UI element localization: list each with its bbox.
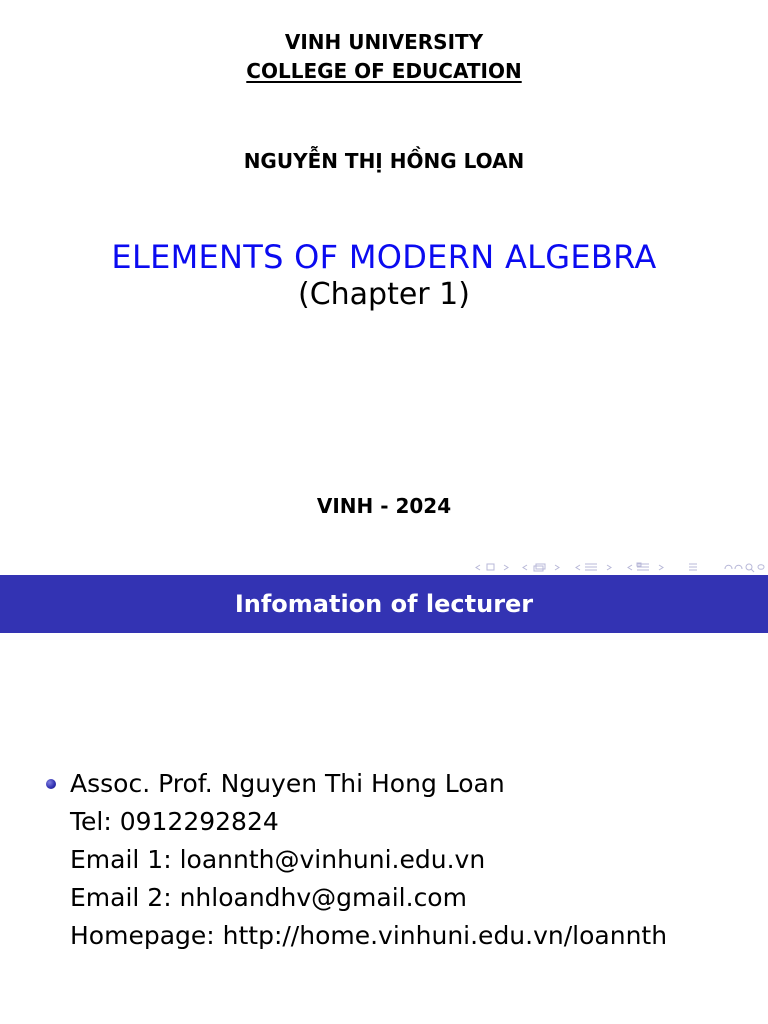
nav-forward-icon[interactable] [735,565,742,569]
lecturer-tel: Tel: 0912292824 [70,807,279,836]
nav-prev-section-icon[interactable] [576,565,580,570]
nav-next-frame-icon[interactable] [504,565,508,570]
nav-next-section-icon[interactable] [607,565,611,570]
search-icon[interactable] [746,564,754,572]
nav-document-icon[interactable] [689,564,697,570]
college-name [0,59,768,83]
nav-back-icon[interactable] [725,565,732,569]
presentation-title: ELEMENTS OF MODERN ALGEBRA [111,238,657,276]
nav-prev-frame-icon[interactable] [476,565,480,570]
bullet-ball-icon [46,779,56,789]
lecturer-details [70,765,667,955]
lecturer-homepage: Homepage: http://home.vinhuni.edu.vn/loannth [70,921,668,950]
nav-frame-icon[interactable] [487,564,494,570]
frame-title: Infomation of lecturer [234,590,534,618]
zoom-icon[interactable] [758,565,764,570]
nav-subsection-icon[interactable] [534,564,545,571]
nav-prev-part-icon[interactable] [628,565,632,570]
nav-section-icon[interactable] [585,564,597,570]
lecturer-info-slide [0,575,768,1024]
navigation-symbols [470,557,768,575]
lecturer-email-1: Email 1: loannth@vinhuni.edu.vn [70,845,486,874]
lecturer-name: Assoc. Prof. Nguyen Thi Hong Loan [70,769,505,798]
beamer-navigation-bar [470,557,768,575]
author-name: NGUYỄN THỊ HỒNG LOAN [243,149,525,173]
nav-prev-subsection-icon[interactable] [523,565,527,570]
place-year: VINH - 2024 [316,494,452,518]
nav-next-part-icon[interactable] [659,565,663,570]
chapter-subtitle: (Chapter 1) [298,277,470,312]
university-name: VINH UNIVERSITY [284,30,484,54]
lecturer-email-2: Email 2: nhloandhv@gmail.com [70,883,467,912]
nav-next-subsection-icon[interactable] [555,565,559,570]
college-name-text: COLLEGE OF EDUCATION [246,59,522,83]
nav-part-icon[interactable] [637,563,649,570]
frame-title-bar [0,575,768,633]
